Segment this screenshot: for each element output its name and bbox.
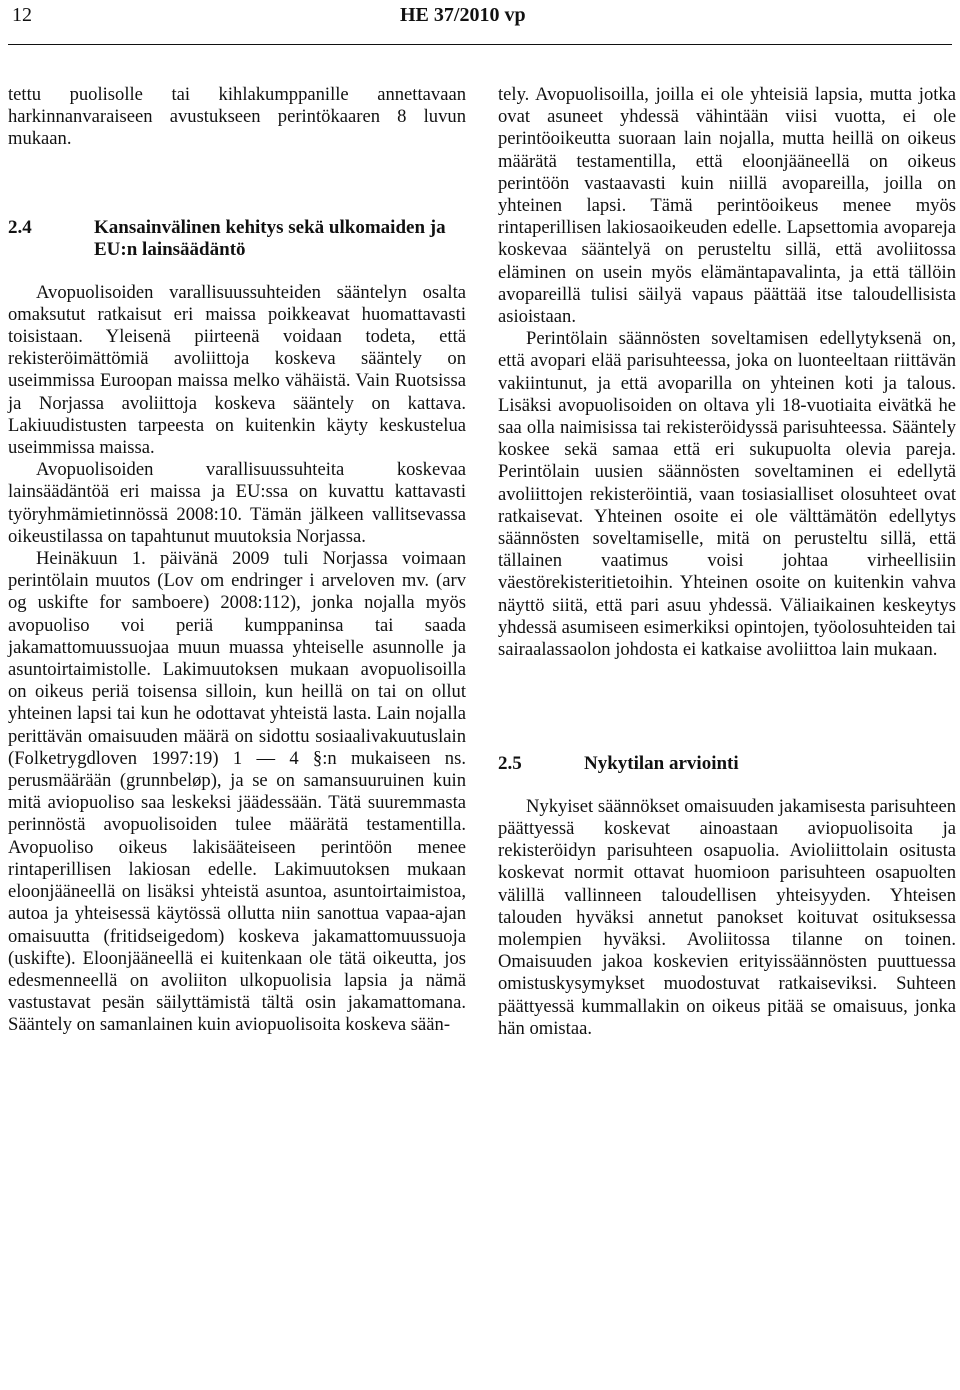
section-heading-2-4: [8, 217, 466, 262]
page-header: [8, 0, 952, 44]
header-rule: [8, 44, 952, 45]
section-heading-2-5: [498, 753, 956, 776]
body-paragraph: Avopuolisoiden varallisuussuhteita koskevaa lainsäädäntöä eri maissa ja EU:ssa on kuvattu kattavasti työryhmämietinnössä 2008:10. Tämän jälkeen vallitsevassa oikeustilassa on tapahtunut muutoksia Norjassa.: [8, 459, 466, 547]
body-paragraph: Heinäkuun 1. päivänä 2009 tuli Norjassa voimaan perintölain muutos (Lov om endringer i arveloven mv. (arv og uskifte for samboere) 2008:112), jonka nojalla myös avopuoliso voi periä kumppaninsa tai saada jakamattomuussuojaa muun muassa yhteiselle asunnolle ja asuntoirtaimistolle. Lakimuutoksen mukaan avopuolisoilla on oikeus periä toisensa silloin, kun heillä on tai on ollut yhteinen lapsi tai kun he odottavat yhteistä lasta. Lain nojalla perittävän omaisuuden määrä on sidottu sosiaalivakuutuslain (Folketrygdloven 1997:19) 1 — 4 §:n mukaiseen ns. perusmäärään (grunnbeløp), ja se on samansuuruinen kuin mitä aviopuoliso saa leskeksi jäädessään. Tätä suuremmasta perinnöstä avopuolisoiden tulee määrätä testamentilla. Avopuoliso oikeus lakisääteiseen perintöön menee rintaperillisen lakiosan edelle. Lakimuutoksen mukaan eloonjääneellä on lisäksi yhteistä asuntoa, asuntoirtaimistoa, autoa ja yhteisessä käytössä ollutta niin sanottua vapaa-ajan omaisuutta (fritidseigedom) koskeva jakamattomuussuoja (uskifte). Eloonjääneellä ei kuitenkaan ole tätä oikeutta, jos edesmenneellä on avoliiton ulkopuolisia lapsia ja nämä vastustavat pesän säilyttämistä tältä osin jakamattomana. Sääntely on samanlainen kuin aviopuolisoita koskeva sään-: [8, 548, 466, 1036]
document-id: HE 37/2010 vp: [400, 4, 526, 26]
body-paragraph: tely. Avopuolisoilla, joilla ei ole yhteisiä lapsia, mutta jotka ovat asuneet yhdessä vähintään viisi vuotta, ei ole perintöoikeutta suoraan lain nojalla, mutta heillä on oikeus määrätä testamentilla, että eloonjääneellä on oikeus perintöön vastaavasti kuin niillä avopareilla, joilla on yhteinen lapsi. Tämä perintöoikeus menee myös rintaperillisen lakiosaoikeuden edelle. Lapsettomia avopareja koskevaa sääntelyä on perusteltu sillä, että avoliitossa eläminen on usein myös elämäntapavalinta, ja että tällöin avopareillä tulisi säilyä vapaus päättää itse taloudellisista asioistaan.: [498, 84, 956, 328]
right-column: [498, 84, 956, 1040]
section-number: 2.5: [498, 753, 522, 775]
body-paragraph: Avopuolisoiden varallisuussuhteiden sääntelyn osalta omaksutut ratkaisut eri maissa poikkeavat huomattavasti toisistaan. Yleisenä piirteenä voidaan todeta, että rekisteröimättömiä avoliittoja koskeva sääntely on useimmissa Euroopan maissa melko vähäistä. Vain Ruotsissa ja Norjassa avoliittoja koskeva sääntely on kattava. Lakiuudistusten tarpeesta on kuitenkin käyty keskustelua useimmissa maissa.: [8, 281, 466, 459]
body-paragraph: Nykyiset säännökset omaisuuden jakamisesta parisuhteen päättyessä koskevat ainoastaan aviopuolisoita ja rekisteröidyn parisuhteen osapuolia. Avioliittolain ositusta koskevat normit ottavat huomioon parisuhteen osapuolten välillä vallinneen taloudellisen yhteisyyden. Yhteisen talouden hyväksi annetut panokset koituvat osituksessa molempien hyväksi. Avoliitossa tilanne on toinen. Omaisuuden jakoa koskevien erityissäännösten puuttuessa omistuskysymykset muodostuvat ratkaiseviksi. Suhteen päättyessä kummallakin on oikeus pitää se omaisuus, jonka hän omistaa.: [498, 795, 956, 1039]
section-number: 2.4: [8, 216, 32, 238]
section-title: Nykytilan arviointi: [584, 753, 739, 775]
body-paragraph: Perintölain säännösten soveltamisen edellytyksenä on, että avopari elää parisuhteessa, joka on luonteeltaan riittävän vakiintunut, ja että avoparilla on yhteinen koti ja talous. Lisäksi avopuolisoiden on oltava yli 18-vuotiaita eivätkä he saa olla naimisissa tai rekisteröidyssä parisuhteessa. Sääntely koskee sekä samaa että eri sukupuolta olevia pareja. Perintölain uusien säännösten soveltaminen ei edellytä avoliittojen rekisteröintiä, vaan tosiasialliset olosuhteet ovat ratkaisevat. Yhteinen osoite ei ole välttämätön edellytys säännösten soveltamiselle, mitä on perusteltu sillä, että tällainen vaatimus voisi johtaa virheellisiin väestörekisteritietoihin. Yhteinen osoite on kuitenkin vahva näyttö siitä, että pari asuu yhdessä. Väliaikainen keskeytys yhdessä asumiseen esimerkiksi opintojen, työolosuhteiden tai sairaalassaolon johdosta ei katkaise avoliittoa lain mukaan.: [498, 328, 956, 661]
left-column: [8, 84, 466, 1037]
section-title: Kansainvälinen kehitys sekä ulkomaiden ja EU:n lainsäädäntö: [94, 216, 446, 261]
page-number: 12: [12, 4, 32, 26]
continuation-paragraph: tettu puolisolle tai kihlakumppanille annettavaan harkinnanvaraiseen avustukseen perintökaaren 8 luvun mukaan.: [8, 84, 466, 150]
